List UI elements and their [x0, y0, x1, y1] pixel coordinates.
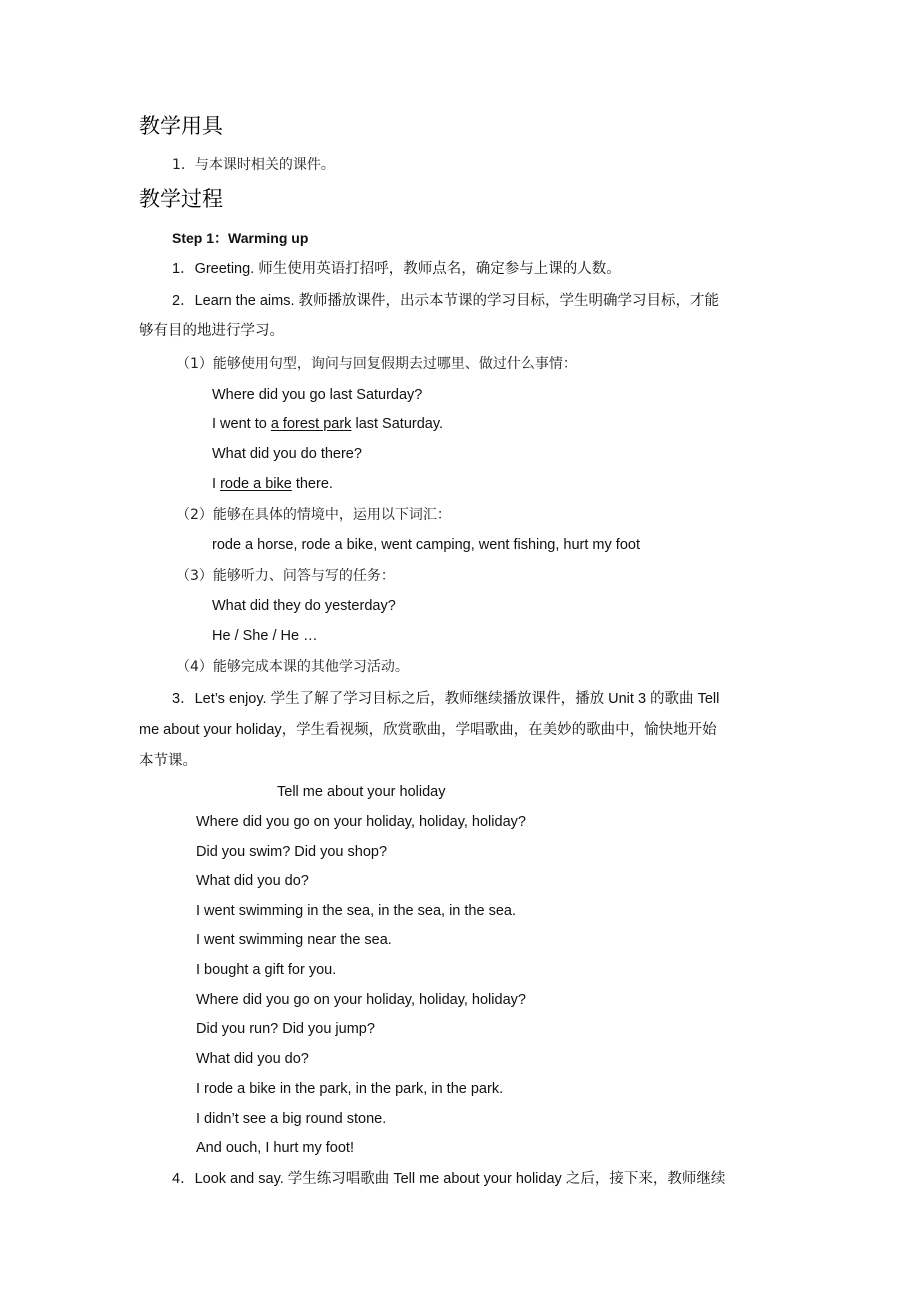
- aim-3: （3）能够听力、问答与写的任务：: [176, 568, 395, 584]
- paragraph-greeting: 1．Greeting. 师生使用英语打招呼，教师点名，确定参与上课的人数。: [172, 261, 621, 277]
- aim-3-line-2: He / She / He …: [212, 628, 318, 644]
- song-line: I bought a gift for you.: [196, 962, 337, 978]
- paragraph-lets-enjoy-end: 本节课。: [139, 753, 197, 769]
- song-line: Where did you go on your holiday, holiday, holiday?: [196, 814, 526, 830]
- aim-4: （4）能够完成本课的其他学习活动。: [176, 659, 409, 675]
- song-line: I went swimming near the sea.: [196, 932, 392, 948]
- aim-1: （1）能够使用句型，询问与回复假期去过哪里、做过什么事情：: [176, 356, 577, 372]
- heading-teaching-tools: 教学用具: [139, 114, 223, 138]
- step-1-heading: Step 1：Warming up: [172, 230, 309, 246]
- paragraph-look-and-say: 4．Look and say. 学生练习唱歌曲 Tell me about your holiday 之后，接下来，教师继续: [172, 1171, 726, 1187]
- underlined-phrase: rode a bike: [220, 476, 292, 492]
- text: I went to: [212, 416, 271, 432]
- aim-1-line-1: Where did you go last Saturday?: [212, 387, 423, 403]
- paragraph-lets-enjoy-cont: me about your holiday，学生看视频，欣赏歌曲，学唱歌曲，在美妙的歌曲中，愉快地开始: [139, 722, 717, 738]
- text: there.: [291, 476, 333, 492]
- aim-1-line-4: [212, 474, 333, 494]
- underlined-phrase: a forest park: [270, 416, 352, 432]
- song-line: I went swimming in the sea, in the sea, in the sea.: [196, 903, 516, 919]
- paragraph-learn-aims-cont: 够有目的地进行学习。: [139, 323, 284, 339]
- song-line: What did you do?: [196, 873, 309, 889]
- aim-2: （2）能够在具体的情境中，运用以下词汇：: [176, 507, 451, 523]
- song-title: Tell me about your holiday: [277, 784, 446, 800]
- tools-item-1: 1．与本课时相关的课件。: [172, 157, 335, 173]
- song-line: Did you swim? Did you shop?: [196, 844, 388, 860]
- paragraph-lets-enjoy: 3．Let’s enjoy. 学生了解了学习目标之后，教师继续播放课件，播放 Unit 3 的歌曲 Tell: [172, 691, 720, 707]
- aim-1-line-3: What did you do there?: [212, 446, 362, 462]
- song-line: I rode a bike in the park, in the park, in the park.: [196, 1081, 504, 1097]
- song-line: What did you do?: [196, 1051, 309, 1067]
- text: last Saturday.: [351, 416, 444, 432]
- paragraph-learn-aims: 2．Learn the aims. 教师播放课件，出示本节课的学习目标，学生明确学习目标，才能: [172, 293, 720, 309]
- aim-1-line-2: [212, 414, 443, 434]
- song-line: And ouch, I hurt my foot!: [196, 1140, 354, 1156]
- song-line: I didn’t see a big round stone.: [196, 1111, 387, 1127]
- aim-3-line-1: What did they do yesterday?: [212, 598, 396, 614]
- song-line: Where did you go on your holiday, holiday, holiday?: [196, 992, 526, 1008]
- song-line: Did you run? Did you jump?: [196, 1021, 375, 1037]
- text: I: [212, 476, 221, 492]
- heading-teaching-process: 教学过程: [139, 187, 223, 211]
- aim-2-words: rode a horse, rode a bike, went camping, went fishing, hurt my foot: [212, 537, 640, 553]
